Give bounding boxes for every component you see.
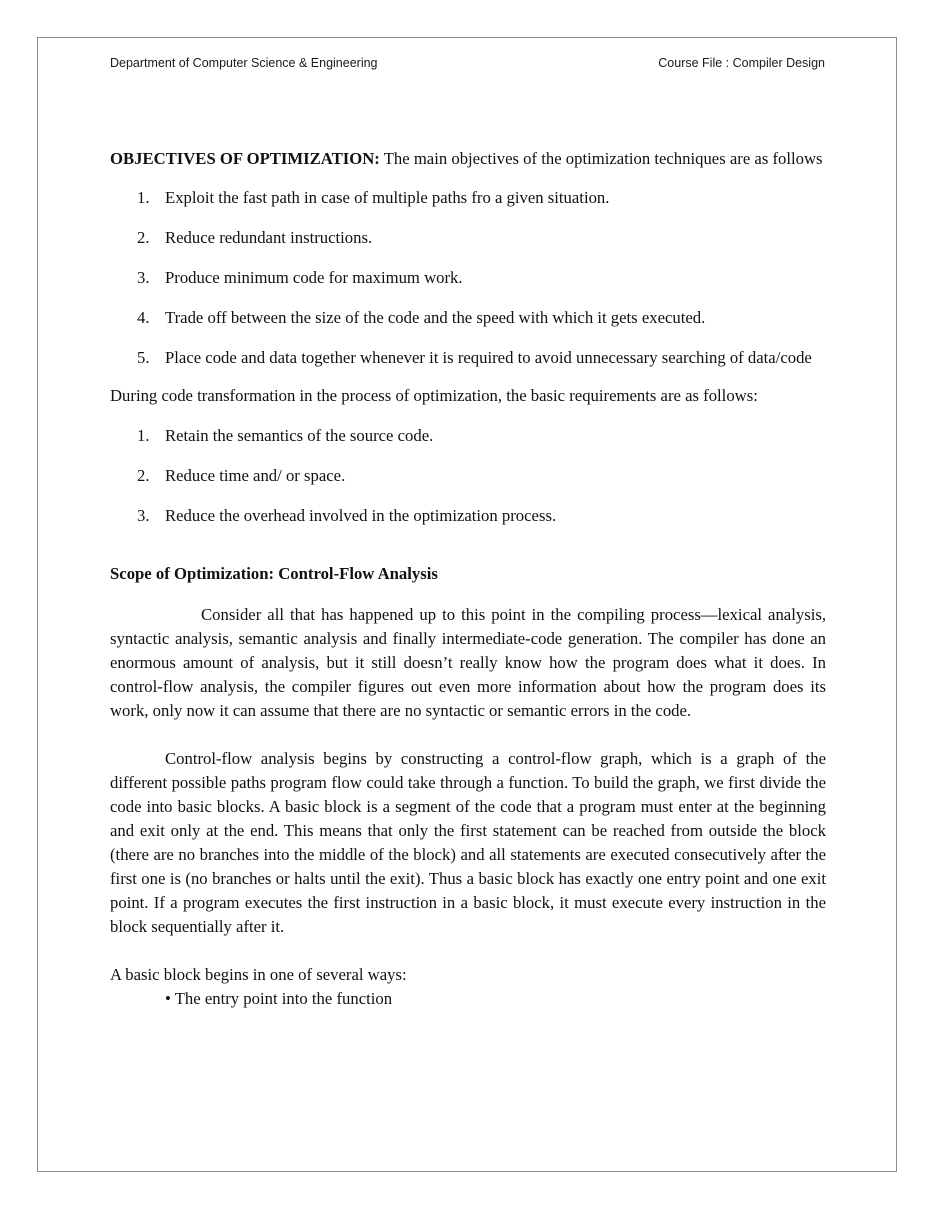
list-item-text: Produce minimum code for maximum work. — [165, 268, 463, 287]
list-item-text: Exploit the fast path in case of multiple paths fro a given situation. — [165, 188, 610, 207]
requirements-intro: During code transformation in the process of optimization, the basic requirements are as follows: — [110, 386, 758, 405]
list-item-text: Retain the semantics of the source code. — [165, 426, 434, 445]
list-number: 3. — [137, 268, 150, 287]
header-department: Department of Computer Science & Engineering — [110, 56, 378, 70]
list-number: 3. — [137, 506, 150, 525]
objectives-list — [110, 186, 826, 370]
objectives-intro: The main objectives of the optimization techniques are as follows — [379, 149, 823, 168]
list-item-text: Reduce time and/ or space. — [165, 466, 346, 485]
list-item — [110, 186, 826, 210]
list-item — [110, 464, 826, 488]
list-item — [110, 504, 826, 528]
list-item-text: Place code and data together whenever it is required to avoid unnecessary searching of data/code — [165, 348, 812, 367]
header-course-file: Course File : Compiler Design — [658, 56, 825, 70]
objectives-heading: OBJECTIVES OF OPTIMIZATION: — [110, 149, 380, 168]
paragraph-basic-blocks: Control-flow analysis begins by constructing a control-flow graph, which is a graph of the different possible paths program flow could take through a function. To build the graph, we first divide the code into basic blocks. A basic block is a segment of the code that a program must enter at the beginning and exit only at the end. This means that only the first statement can be reached from outside the block (there are no branches into the middle of the block) and all statements are executed consecutively after the first one is (no branches or halts until the exit). Thus a basic block has exactly one entry point and one exit point. If a program executes the first instruction in a basic block, it must execute every instruction in the block sequentially after it. — [110, 749, 826, 936]
list-number: 1. — [137, 426, 150, 445]
list-item-text: Trade off between the size of the code and the speed with which it gets executed. — [165, 308, 706, 327]
basic-block-intro: A basic block begins in one of several ways: — [110, 965, 407, 984]
list-number: 2. — [137, 466, 150, 485]
section-title: Scope of Optimization: Control-Flow Analysis — [110, 564, 438, 583]
list-item — [110, 306, 826, 330]
document-body — [110, 147, 826, 1011]
list-item-text: Reduce redundant instructions. — [165, 228, 373, 247]
list-item — [110, 266, 826, 290]
paragraph-control-flow-intro: Consider all that has happened up to this point in the compiling process—lexical analysis, syntactic analysis, semantic analysis and finally intermediate-code generation. The compiler has done an enormous amount of analysis, but it still doesn’t really know how the program does what it does. In control-flow analysis, the compiler figures out even more information about how the program does its work, only now it can assume that there are no syntactic or semantic errors in the code. — [110, 605, 826, 720]
list-item-text: Reduce the overhead involved in the optimization process. — [165, 506, 557, 525]
list-number: 1. — [137, 188, 150, 207]
list-number: 5. — [137, 348, 150, 367]
list-number: 4. — [137, 308, 150, 327]
list-item — [110, 424, 826, 448]
bullet-item: • The entry point into the function — [165, 989, 393, 1008]
objectives-paragraph — [110, 147, 826, 171]
requirements-list — [110, 424, 826, 528]
list-item — [110, 226, 826, 250]
list-item — [110, 346, 826, 370]
list-number: 2. — [137, 228, 150, 247]
